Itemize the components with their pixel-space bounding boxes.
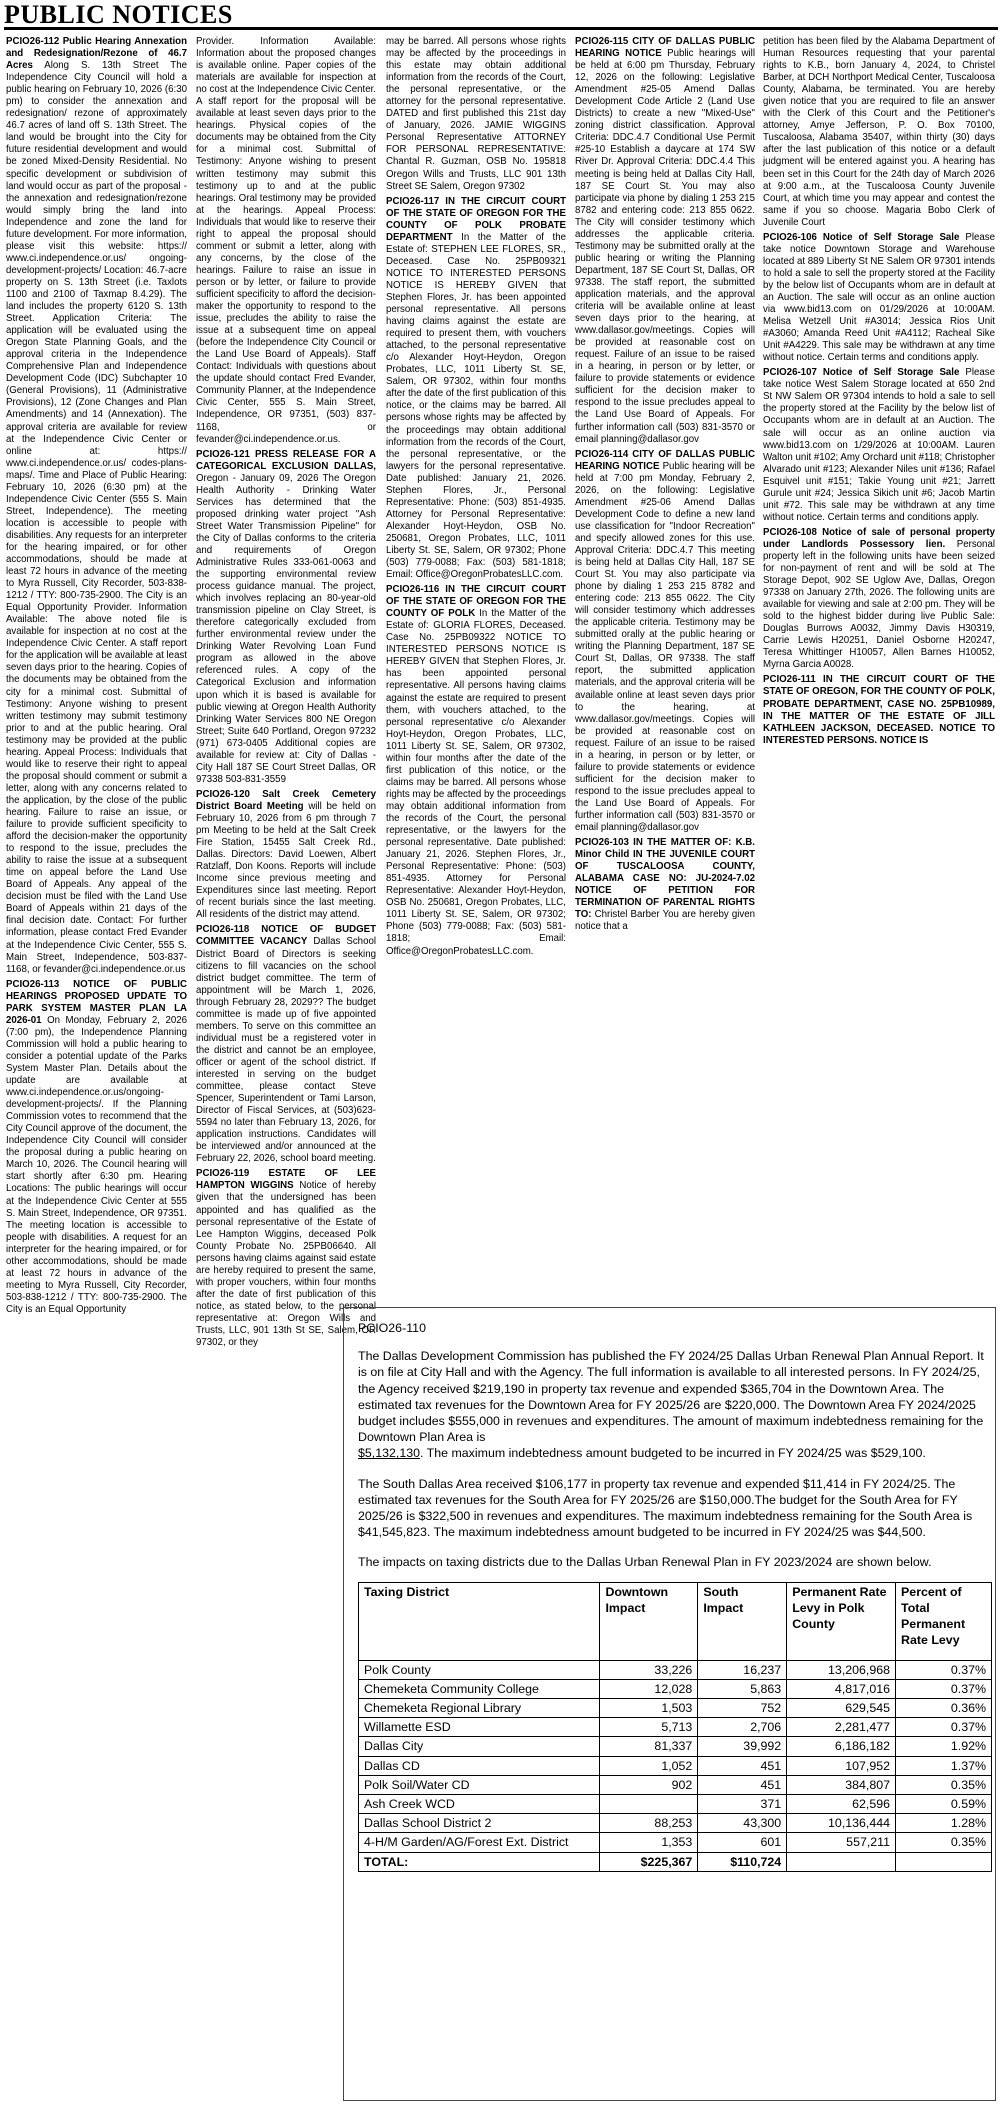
table-cell [896,1852,992,1871]
table-cell: $225,367 [600,1852,698,1871]
table-cell: 0.35% [896,1833,992,1852]
table-cell: Dallas City [359,1737,600,1756]
table-cell: 0.59% [896,1795,992,1814]
notice-body: may be barred. All persons whose rights may be affected by the proceedings in this estate may obtain additional information from the records of the Court, the personal representative, or the attorney for the personal representative. DATED and first published this 21st day of January, 2026. JAMIE WIGGINS Personal Representative ATTORNEY FOR PERSONAL REPRESENTATIVE: Chantal R. Guzman, OSB No. 195818 Oregon Wills and Trusts, LLC 901 13th Street SE Salem, Oregon 97302 [386,36,566,192]
table-cell: 2,706 [698,1718,787,1737]
table-cell: 39,992 [698,1737,787,1756]
taxing-district-table [358,1582,992,1872]
table-cell: 557,211 [787,1833,896,1852]
table-cell: 0.37% [896,1660,992,1679]
table-cell: 4,817,016 [787,1679,896,1698]
table-cell: Chemeketa Regional Library [359,1699,600,1718]
table-cell: 4-H/M Garden/AG/Forest Ext. District [359,1833,600,1852]
notice-body: Public hearing will be held at 7:00 pm Monday, February 2, 2026, on the following: Legislative Amendment #25-06 Amend Dallas Development Code to define a new land use classification for "Indoor Recreation" and specify allowed zones for this use. Approval Criteria: DDC.4.7 This meeting is being held at Dallas City Hall, 187 SE Court St. You may also participate via phone by dialing 1 253 215 8782 and entering code: 213 855 0622. The City will consider testimony which addresses the applicable criteria. Testimony may be submitted orally at the public hearing or writing the Planning Department, 187 SE Court St, Dallas, OR 97338. The staff report, the submitted application materials, and the approval criteria will be available online at least seven days prior to the hearing, at www.dallasor.gov/meetings. Copies will be provided at reasonable cost on request. Failure of an issue to be raised in a hearing, in person or by letter, or failure to provide statements or evidence sufficient for the decision maker to respond to the issue precludes appeal to the Land Use Board of Appeals. For further information call (503) 831-3570 or email planning@dallasor.gov [575,460,755,834]
notice-heading: PCIO26-120 Salt Creek Cemetery District Board Meeting [196,788,376,812]
notice [386,584,566,957]
notice-heading: PCIO26-112 Public Hearing Annexation and Redesignation/Rezone of 46.7 Acres [6,36,187,72]
table-row [359,1852,992,1871]
page-header [4,0,998,30]
notice [763,36,995,229]
table-cell: 13,206,968 [787,1660,896,1679]
notice-body: In the Matter of the Estate of: STEPHEN LEE FLORES, SR., Deceased. Case No. 25PB09321 NOTICE TO INTERESTED PERSONS NOTICE IS HEREBY GIVEN that Stephen Flores, Jr. has been appointed personal representative. All persons having claims against the estate are required to present them, with vouchers attached, to the personal representative c/o Alexander Hoyt-Heydon, Oregon Probates, LLC, 1011 Liberty St. SE, Salem, OR 97302, within four months after the date of the first publication of this notice, or the claims may be barred. All persons whose rights may be affected by the proceedings may obtain additional information from the records of the Court, the personal representative, or the lawyers for the personal representative. Date published: January 21, 2026. Stephen Flores, Jr., Personal Representative: Phone: (503) 851-4935. Attorney for Personal Representative: Alexander Hoyt-Heydon, OSB No. 250681, Oregon Probates, LLC, 1011 Liberty St. SE, Salem, OR 97302; Phone (503) 779-0088; Fax: (503) 581-1818; Email: Office@OregonProbatesLLC.com. [386,231,566,581]
notice-heading: PCIO26-113 NOTICE OF PUBLIC HEARINGS PROPOSED UPDATE TO PARK SYSTEM MASTER PLAN LA 2026-01 [6,978,187,1026]
display-notice-id: PCIO26-110 [358,1321,426,1335]
notice [575,449,755,835]
urban-renewal-display-ad [343,1307,996,2101]
table-cell: 371 [698,1795,787,1814]
notice-body: Provider. Information Available: Information about the proposed changes is available online. Paper copies of the materials are available for inspection at no cost at the Independence Civic Center. A staff report for the proposal will be available at least seven days prior to the hearings. Physical copies of the documents may be obtained from the City for a minimal cost. Submittal of Testimony: Anyone wishing to present written testimony may submit this testimony up to and at the public hearings. Oral testimony may be provided at the hearings. Appeal Process: Individuals that would like to reserve their right to appeal the proposal should comment or submit a letter, along with any concerns, by the close of the hearings. Failure to raise an issue in person or by letter, or failure to provide sufficient specificity to afford the decision-maker the opportunity to respond to the issue, precludes the ability to raise the issue at a subsequent time on appeal (before the Independence City Council or the Land Use Board of Appeals). Staff Contact: Individuals with questions about the update should contact Fred Evander, Community Planner, at the Independence Civic Center, 555 S. Main Street, Independence, OR 97351, (503) 837-1168, or fevander@ci.independence.or.us. [196,36,376,445]
notice [6,979,187,1316]
table-cell: 601 [698,1833,787,1852]
notice [575,837,755,933]
table-header: Downtown Impact [600,1582,698,1660]
notice-body: Please take notice West Salem Storage located at 650 2nd St NW Salem OR 97304 intends to hold a sale to sell the property stored at the Facility by the below list of Occupants whom are in default at an Auction. The sale will occur as an online auction via www.bid13.com on 1/29/2026 at 10:00AM. Lauren Walton unit #102; Amy Orchard unit #118; Christopher Alvarado unit #123; Alexander Niles unit #136; Rafael Esquivel unit #151; Takie Young unit #21; Jarrett Gurule unit #24; Jessica Sikich unit #6; Jacob Martin unit #72. This sale may be withdrawn at any time without notice. Certain terms and conditions apply. [763,367,995,523]
table-cell: 43,300 [698,1814,787,1833]
table-row [359,1756,992,1775]
notice-heading: PCIO26-117 IN THE CIRCUIT COURT OF THE STATE OF OREGON FOR THE COUNTY OF POLK PROBATE DEPARTMENT [386,195,566,243]
table-row [359,1737,992,1756]
table-cell: 1,503 [600,1699,698,1718]
table-header: South Impact [698,1582,787,1660]
notice-body: Along S. 13th Street The Independence City Council will hold a public hearing on February 10, 2026 (6:30 pm) to consider the annexation and redesignation/ rezone of approximately 46.7 acres of land off S. 13th Street. The land would be brought into the City for future residential development and would be zoned Mixed-Density Residential. No specific development or subdivision of land would occur as part of the proposal - the annexation and redesignation/rezone would simply bring the land into Independence and zone the land for future development. For more information, please visit this website: https:// www.ci.independence.or.us/ ongoing-development-projects/ Location: 46.7-acre property on S. 13th Street (i.e. Taxlots 1100 and 2100 of Taxmap 8.4.29). The land includes the property 6120 S. 13th Street. Application Criteria: The application will be evaluated using the Oregon State Planning Goals, and the approval criteria in the Independence Comprehensive Plan and Independence Development Code (IDC) Subchapter 10 (General Provisions), 11 (Administrative Provisions), 12 (Zone Changes and Plan Amendments) and 14 (Annexation). The approval criteria are available for review at the Independence Civic Center or online at: https:// www.ci.independence.or.us/ codes-plans-maps/. Time and Place of Public Hearing: February 10, 2026 (6:30 pm) at the Independence Civic Center (555 S. Main Street, Independence). The meeting location is accessible to people with disabilities. Any requests for an interpreter for the hearing impaired, or for other accommodations, should be made at least 72 hours in advance of the meeting to Myra Russell, City Recorder, 503-838-1212 / TTY: 800-735-2900. The City is an Equal Opportunity Provider. Information Available: The above noted file is available for inspection at no cost at the Independence Civic Center. A staff report for the application will be available at least seven days prior to the hearing. Copies of the documents may be obtained from the city for a minimal cost. Submittal of Testimony: Anyone wishing to present written testimony may submit testimony prior to and at the public hearing. Oral testimony may be provided at the public hearing. Appeal Process: Individuals that would like to reserve their right to appeal the proposal should comment or submit a letter, along with any concerns related to the application, by the close of the public hearing. Failure to raise an issue, or failure to provide sufficient specificity to afford the decision-maker the opportunity to respond to the issue, precludes the ability to raise the issue at a subsequent time on appeal before the Land Use Board of Appeals. Any appeal of the decision must be filed with the Land Use Board of Appeals within 21 days of the final decision date. Contact: For further information, please contact Fred Evander at the Independence Civic Center, 555 S. Main Street, Independence, 503-837-1168, or fevander@ci.independence.or.us [6,60,187,975]
table-cell: 902 [600,1775,698,1794]
table-row [359,1718,992,1737]
table-cell: 1,353 [600,1833,698,1852]
downtown-text: The Dallas Development Commission has published the FY 2024/25 Dallas Urban Renewal Plan Annual Report. It is on file at City Hall and with the Agency. The full information is available to all interested persons. In FY 2024/25, the Agency received $219,190 in property tax revenue and expended $365,704 in the Downtown Area. The estimated tax revenues for the Downtown Area for FY 2025/26 are $220,000. The Downtown Area FY 2024/2025 budget includes $555,000 in revenues and expenditures. The amount of maximum indebtedness remaining for the Downtown Plan Area is [358,1349,984,1445]
table-cell: 1,052 [600,1756,698,1775]
table-cell [787,1852,896,1871]
table-cell: 12,028 [600,1679,698,1698]
table-cell: Willamette ESD [359,1718,600,1737]
notice-body: petition has been filed by the Alabama Department of Human Resources requesting that your parental rights to K.B., born January 4, 2024, to Christel Barber, at DCH Northport Medical Center, Tuscaloosa County, Alabama, be terminated. You are hereby given notice that you are required to file an answer with the Clerk of this Court and the Petitioner's attorney, Amye Jefferson, P. O. Box 70100, Tuscaloosa, Alabama 35407, within thirty (30) days after the last publication of this notice or a default judgment will be entered against you. A hearing has been set in this Court for the 24th day of March 2026 at 9:00 a.m., at the Tuscaloosa County Juvenile Court, at which time you may appear and contest the same if you so choose. Magaria Bobo Clerk of Juvenile Court [763,36,995,228]
table-cell: 451 [698,1756,787,1775]
table-header: Permanent Rate Levy in Polk County [787,1582,896,1660]
table-row [359,1833,992,1852]
notice-body: Notice of hereby given that the undersigned has been appointed and has qualified as the personal representative of the Estate of Lee Hampton Wiggins, deceased Polk County Probate No. 25PB06640. All persons having claims against said estate are hereby required to present the same, with proper vouchers, within four months after the date of first publication of this notice, as stated below, to the personal representative at: Oregon Wills and Trusts, LLC, 901 13th St SE, Salem, OR 97302, or they [196,1180,376,1349]
table-cell: 0.37% [896,1679,992,1698]
notice-body: will be held on February 10, 2026 from 6 pm through 7 pm Meeting to be held at the Salt Creek Fire Station, 15455 Salt Creek Rd., Dallas. Directors: David Loewen, Albert Ratzlaff, Don Koons. Reports will include Income since previous meeting and Expenditures since last meeting. Report of recent burials since the last meeting. All residents of the district may attend. [196,800,376,921]
notice-heading: PCIO26-114 CITY OF DALLAS PUBLIC HEARING NOTICE [575,448,755,472]
notice-heading: PCIO26-103 IN THE MATTER OF: K.B. Minor Child IN THE JUVENILE COURT OF TUSCALOOSA COUNTY, ALABAMA CASE NO: JU-2024-7.02 NOTICE OF PETITION FOR TERMINATION OF PARENTAL RIGHTS TO: [575,837,755,921]
notice [196,924,376,1165]
notice-body: Please take notice Downtown Storage and Warehouse located at 889 Liberty St NE Salem OR 97301 intends to hold a sale to sell the property stored at the Facility by the below list of Occupants whom are in default at an Auction. The sale will occur as an online auction via www.bid13.com on 01/29/2026 at 10:00AM. Melisa Wetzell Unit #A3014; Jessica Rios Unit #A3060; Amanda Reed Unit #A4112; Racheal Sike Unit #A4229. This sale may be withdrawn at any time without notice. Certain terms and conditions apply. [763,231,995,364]
table-cell: 62,596 [787,1795,896,1814]
notice-body: Personal property left in the following units have been seized for non-payment of rent and will be sold at The Storage Depot, 902 SE Uglow Ave, Dallas, Oregon 97338 on January 27th, 2026. The following units are available for viewing and sale at 2:00 pm. They will be sold to the highest bidder during live Public Sale: Douglas Burrows A0032, Jimmy Davis H30319, Carrie Lewis H20251, Daniel Osborne H20247, Teresa Whittinger H10057, Allen Barnes H10052, Myrna Garcia A0028. [763,538,995,671]
notice-heading: PCIO26-118 NOTICE OF BUDGET COMMITTEE VACANCY [196,924,376,948]
table-cell: 88,253 [600,1814,698,1833]
table-cell: 752 [698,1699,787,1718]
notice [196,449,376,786]
notice [196,789,376,922]
notice [575,36,755,446]
south-paragraph: The South Dallas Area received $106,177 in property tax revenue and expended $11,414 in FY 2024/25. The estimated tax revenues for the South Area for FY 2025/26 are $150,000.The budget for the South Area for FY 2025/26 is $322,500 in revenues and expenditures. The maximum indebtedness remaining for the South Area is $41,545,823. The maximum indebtedness amount budgeted to be incurred in FY 2024/25 was $44,500. [358,1476,973,1540]
notice-heading: PCIO26-108 Notice of sale of personal property under Landlords Possessory lien. [763,526,995,550]
notice-body: Dallas School District Board of Directors is seeking citizens to fill vacancies on the school district budget committee. The term of appointment will be March 1, 2026, through February 28, 2029?? The budget committee is made up of five appointed members. To serve on this committee an individual must be a registered voter in the district and cannot be an employee, officer or agent of the school district. If interested in serving on the budget committee, please contact Steve Spencer, Superintendent or Tami Larson, Director of Fiscal Services, at (503)623-5594 no later than February 13, 2026, for application instructions. Candidates will be interviewed and/or announced at the February 22, 2026, school board meeting. [196,936,376,1165]
table-cell: 1.92% [896,1737,992,1756]
downtown-indebtedness-amount: $5,132,130 [358,1446,421,1461]
table-cell: 0.36% [896,1699,992,1718]
notice-body: Oregon - January 09, 2026 The Oregon Health Authority - Drinking Water Services has determined that the proposed drinking water project "Ash Street Water Transmission Pipeline" for the City of Dallas conforms to the criteria and requirements of Oregon Administrative Rules 333-061-0063 and the supporting environmental review process guidance manual. The project, which involves replacing an 80-year-old transmission pipeline on Clay Street, is therefore categorically excluded from further environmental review under the Drinking Water Revolving Loan Fund program as allowed in the above referenced rules. A copy of the Categorical Exclusion and information upon which it is based is available for public viewing at Oregon Health Authority Drinking Water Services 800 NE Oregon Street; Suite 640 Portland, Oregon 97232 (971) 673-0405 Additional copies are available for review at: City of Dallas - City Hall 187 SE Court Street Dallas, OR 97338 503-831-3559 [196,472,376,785]
notice-heading: PCIO26-111 IN THE CIRCUIT COURT OF THE STATE OF OREGON, FOR THE COUNTY OF POLK, PROBATE DEPARTMENT, CASE NO. 25PB10989, IN THE MATTER OF THE ESTATE OF JILL KATHLEEN JACKSON, DECEASED. NOTICE TO INTERESTED PERSONS. NOTICE IS [763,674,995,746]
table-cell: Chemeketa Community College [359,1679,600,1698]
notice [386,196,566,582]
downtown-paragraph [358,1348,985,1461]
table-cell: 10,136,444 [787,1814,896,1833]
column-5 [763,36,995,1302]
table-cell: Dallas CD [359,1756,600,1775]
table-cell: 384,807 [787,1775,896,1794]
table-cell: 5,863 [698,1679,787,1698]
notice [386,36,566,193]
table-cell: 2,281,477 [787,1718,896,1737]
table-cell [600,1795,698,1814]
table-row [359,1775,992,1794]
column-3 [386,36,566,1302]
table-cell: 629,545 [787,1699,896,1718]
notice-body: On Monday, February 2, 2026 (7:00 pm), the Independence Planning Commission will hold a public hearing to consider a potential update of the Parks System Master Plan. Details about the update are available at www.ci.independence.or.us/ongoing-development-projects/. If the Planning Commission votes to recommend that the City Council approve of the document, the Independence City Council will consider the proposal during a public hearing on March 10, 2026. The Council hearing will start shortly after 6:30 pm. Hearing Locations: The public hearings will occur at the Independence Civic Center at 555 S. Main Street, Independence, OR 97351. The meeting location is accessible to people with disabilities. A request for an interpreter for the hearing impaired, or for other accommodations, should be made at least 72 hours in advance of the meeting to Myra Russell, City Recorder, 503-838-1212 / TTY: 800-735-2900. The City is an Equal Opportunity [6,1014,187,1315]
table-cell: 6,186,182 [787,1737,896,1756]
table-row [359,1814,992,1833]
table-cell: 1.28% [896,1814,992,1833]
table-row [359,1699,992,1718]
table-header: Taxing District [359,1582,600,1660]
table-cell: 107,952 [787,1756,896,1775]
table-cell: 33,226 [600,1660,698,1679]
table-cell: 1.37% [896,1756,992,1775]
table-header: Percent of Total Permanent Rate Levy [896,1582,992,1660]
notice [6,36,187,976]
table-cell: $110,724 [698,1852,787,1871]
notice-heading: PCIO26-106 Notice of Self Storage Sale [763,231,960,243]
table-cell: 0.35% [896,1775,992,1794]
table-row [359,1795,992,1814]
notice [763,232,995,365]
table-cell: 5,713 [600,1718,698,1737]
notice [763,674,995,746]
table-cell: 81,337 [600,1737,698,1756]
notice-heading: PCIO26-107 Notice of Self Storage Sale [763,367,960,379]
table-row [359,1679,992,1698]
notice-body: Public hearings will be held at 6:00 pm Thursday, February 12, 2026 on the following: Legislative Amendment #25-05 Amend Dallas Development Code Article 2 (Land Use Districts) to create a new "Mixed-Use" zoning district classification. Approval Criteria: DDC.4.7 Conditional Use Permit #25-10 Establish a daycare at 174 SW River Dr. Approval Criteria: DDC.4.4 This meeting is being held at Dallas City Hall, 187 SE Court St. You may also participate via phone by dialing 1 253 215 8782 and entering code: 213 855 0622. The City will consider testimony which addresses the applicable criteria. Testimony may be submitted orally at the public hearing or writing the Planning Department, 187 SE Court St, Dallas, OR 97338. The staff report, the submitted application materials, and the approval criteria will be available online at least seven days prior to the hearing, at www.dallasor.gov/meetings. Copies will be provided at reasonable cost on request. Failure of an issue to be raised in a hearing, in person or by letter, or failure to provide statements or evidence sufficient for the decision maker to respond to the issue precludes appeal to the Land Use Board of Appeals. For further information call (503) 831-3570 or email planning@dallasor.gov [575,48,755,445]
column-4 [575,36,755,1302]
table-cell: TOTAL: [359,1852,600,1871]
notice-heading: PCIO26-116 IN THE CIRCUIT COURT OF THE STATE OF OREGON FOR THE COUNTY OF POLK [386,584,566,620]
downtown-text-tail: . The maximum indebtedness amount budgeted to be incurred in FY 2024/25 was $529,100. [420,1446,926,1461]
notice [763,367,995,524]
notice-body: Christel Barber You are hereby given notice that a [575,909,755,933]
notice-heading: PCIO26-115 CITY OF DALLAS PUBLIC HEARING NOTICE [575,36,755,60]
column-1 [6,36,187,2098]
page-title: PUBLIC NOTICES [4,0,233,29]
table-cell: Ash Creek WCD [359,1795,600,1814]
notice-body: In the Matter of the Estate of: GLORIA FLORES, Deceased. Case No. 25PB09322 NOTICE TO INTERESTED PERSONS NOTICE IS HEREBY GIVEN that Stephen Flores, Jr. has been appointed personal representative. All persons having claims against the estate are required to present them, with vouchers attached, to the personal representative c/o Alexander Hoyt-Heydon, Oregon Probates, LLC, 1011 Liberty St. SE, Salem, OR 97302, within four months after the date of the first publication of this notice, or the claims may be barred. All persons whose rights may be affected by the proceedings may obtain additional information from the records of the Court, the personal representative, or the lawyers for the personal representative. Date published: January 21, 2026. Stephen Flores, Jr., Personal Representative: Phone: (503) 851-4935. Attorney for Personal Representative: Alexander Hoyt-Heydon, OSB No. 250681, Oregon Probates, LLC, 1011 Liberty St. SE, Salem, OR 97302; Phone (503) 779-0088; Fax: (503) 581-1818; Email: Office@OregonProbatesLLC.com. [386,608,566,957]
table-cell: Polk County [359,1660,600,1679]
notice-heading: PCIO26-121 PRESS RELEASE FOR A CATEGORICAL EXCLUSION DALLAS, [196,448,376,472]
table-cell: Polk Soil/Water CD [359,1775,600,1794]
table-cell: Dallas School District 2 [359,1814,600,1833]
notice-heading: PCIO26-119 ESTATE OF LEE HAMPTON WIGGINS [196,1168,376,1192]
table-cell: 451 [698,1775,787,1794]
table-cell: 16,237 [698,1660,787,1679]
table-row [359,1660,992,1679]
impacts-intro: The impacts on taxing districts due to the Dallas Urban Renewal Plan in FY 2023/2024 are shown below. [358,1555,932,1570]
table-cell: 0.37% [896,1718,992,1737]
notice [763,527,995,672]
notice [196,36,376,446]
